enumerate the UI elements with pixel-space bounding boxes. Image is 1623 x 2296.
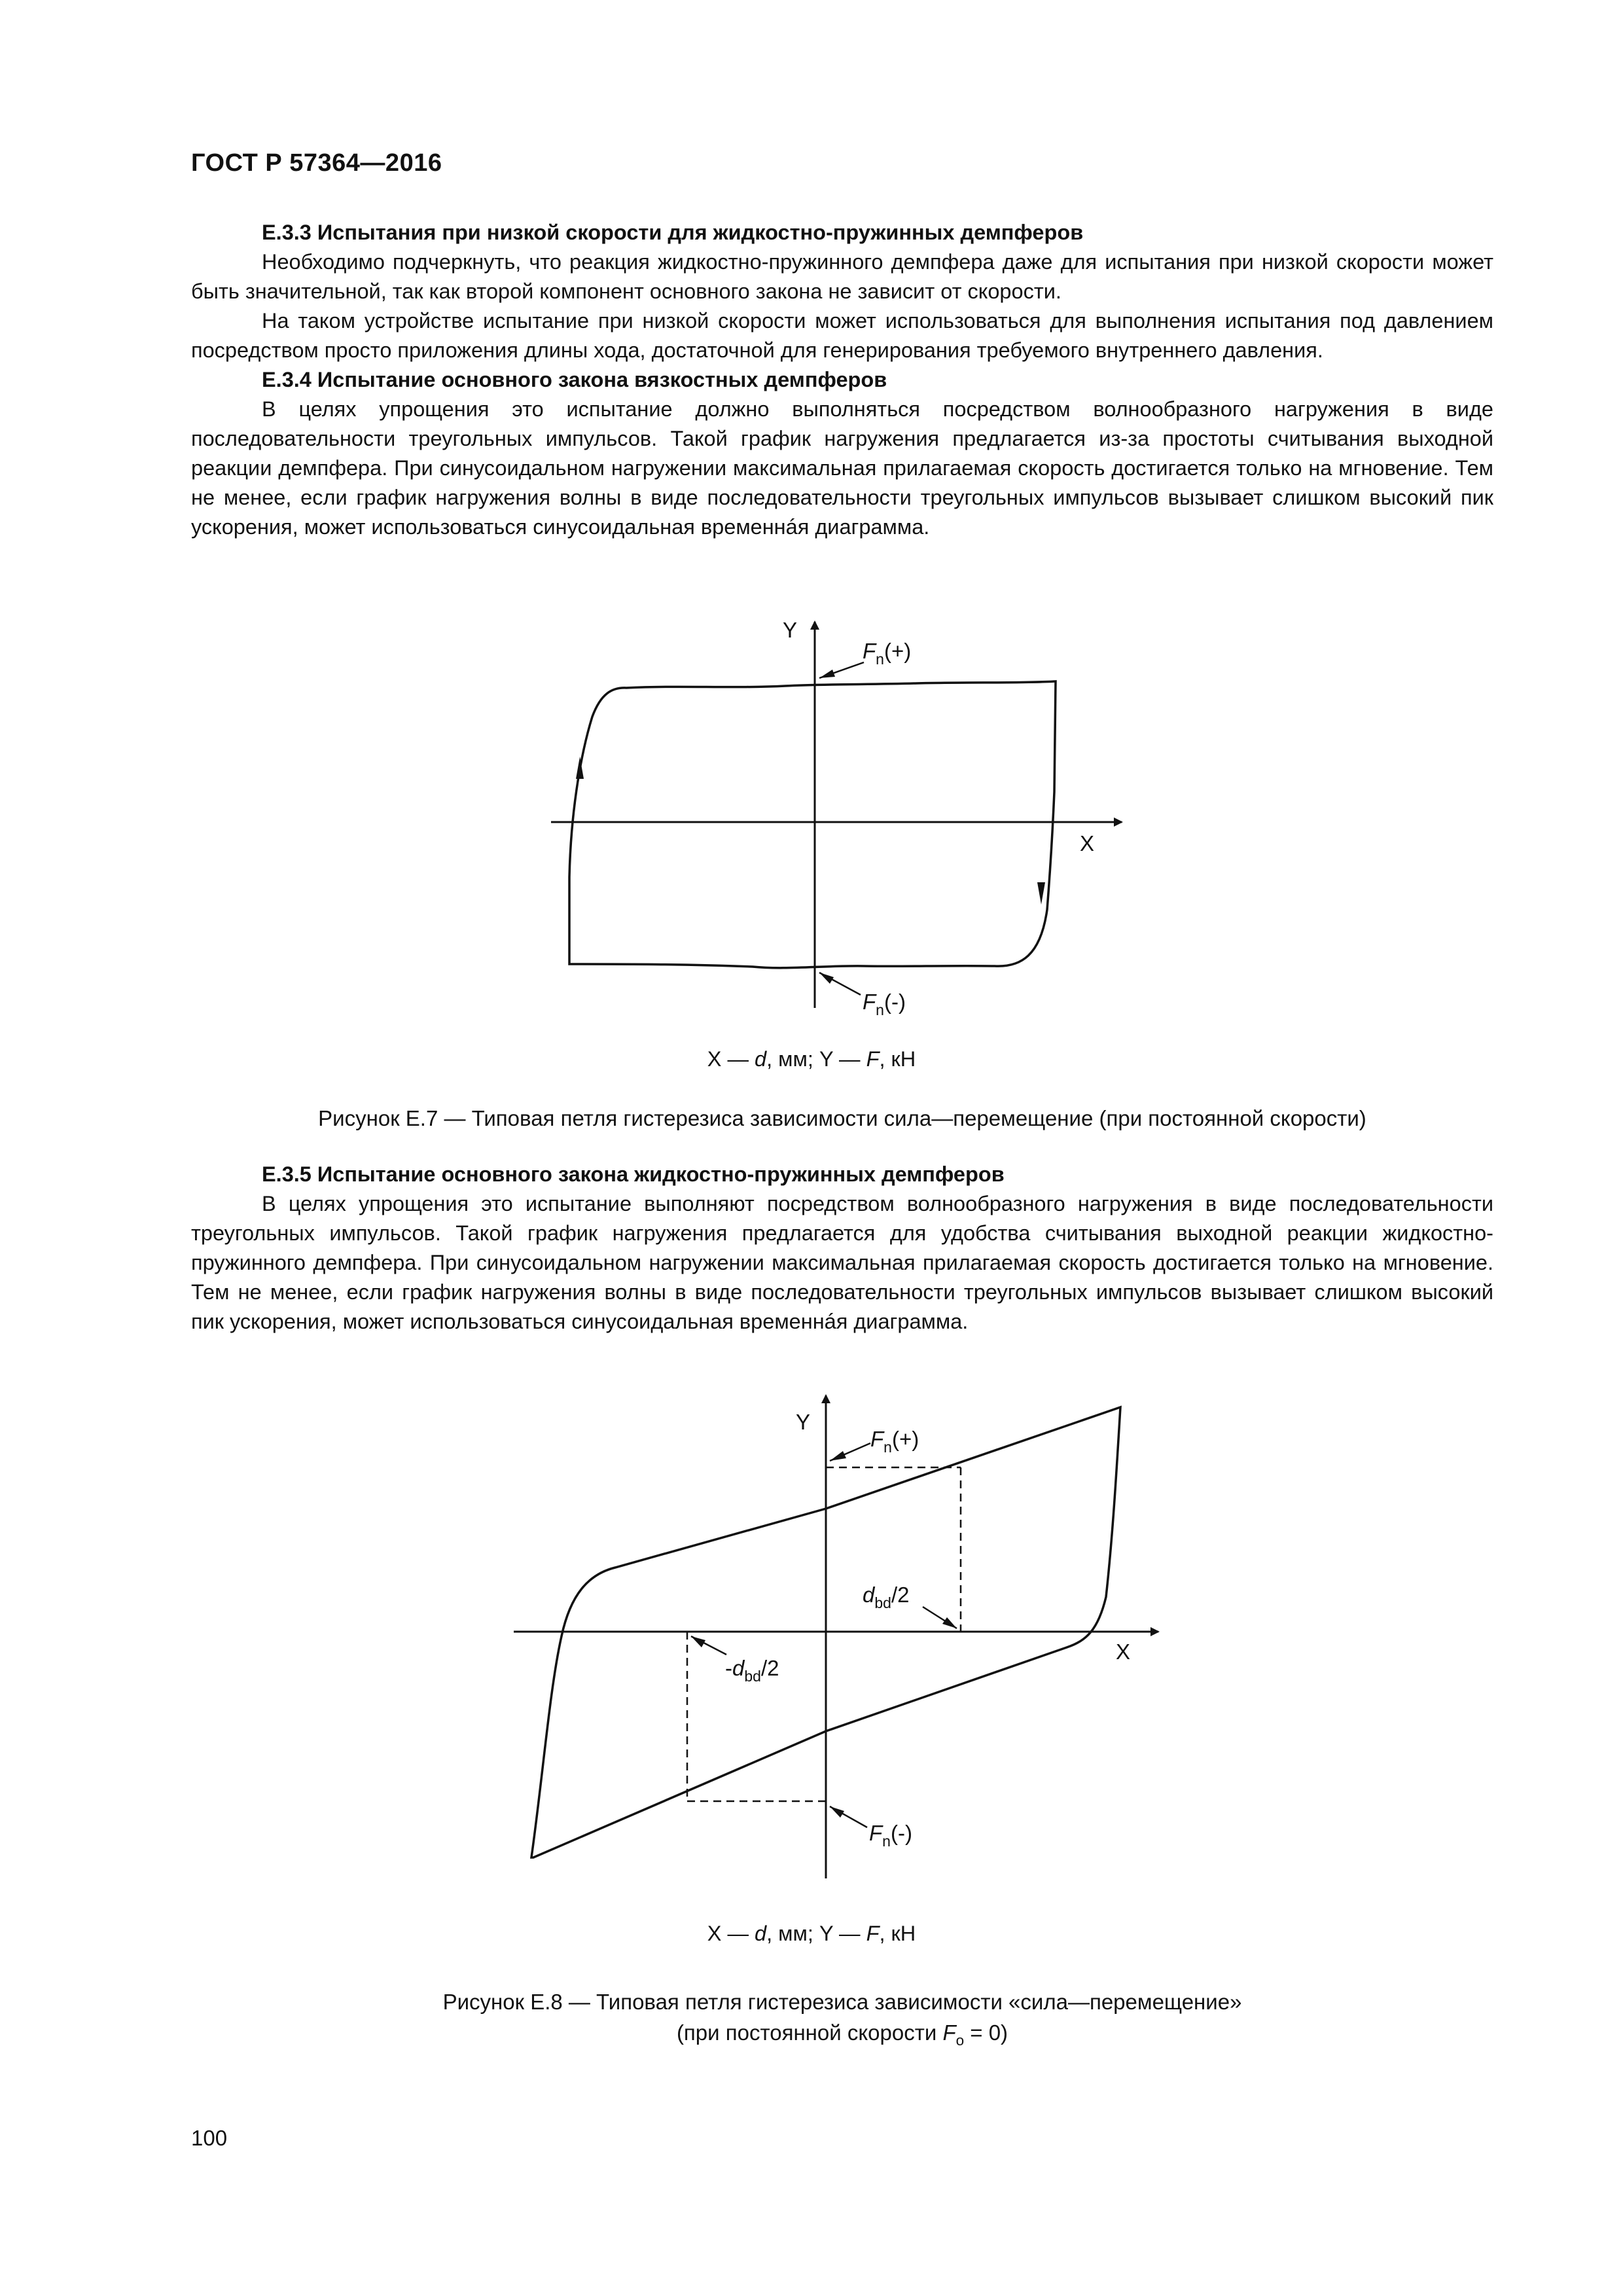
section-heading-e33: Е.3.3 Испытания при низкой скорости для жидкостно-пружинных демпферов <box>262 221 1084 244</box>
e7-fn-plus-symbol: F <box>863 639 876 663</box>
e8-legend-y-unit: , кН <box>879 1922 916 1945</box>
e7-y-axis-label: Y <box>783 618 798 642</box>
e8-fn-plus-subscript: n <box>883 1439 892 1456</box>
section-heading-e35: Е.3.5 Испытание основного закона жидкостно-пружинных демпферов <box>262 1162 1005 1186</box>
e8-fn-minus-sign: (-) <box>890 1821 912 1845</box>
e8-caption-line2-prefix: (при постоянной скорости <box>676 2020 943 2045</box>
e7-fn-minus-arrowhead <box>819 973 834 984</box>
e8-dbd-neg-symbol: d <box>732 1656 745 1680</box>
e7-x-axis-label: X <box>1080 831 1095 855</box>
e7-fn-plus-sign: (+) <box>883 639 912 663</box>
e8-fn-plus-label <box>870 1427 919 1456</box>
e8-fn-minus-label <box>869 1821 912 1850</box>
e7-fn-plus-label <box>863 639 911 668</box>
e7-legend-y-unit: , кН <box>879 1047 916 1071</box>
page-number: 100 <box>191 2126 228 2150</box>
paragraph-e33-1: Необходимо подчеркнуть, что реакция жидкостно-пружинного демпфера даже для испытания при низкой скорости может быть значительной, так как второй компонент основного закона не зависит от скорости. <box>191 250 1493 303</box>
e8-caption-line2 <box>191 2017 1493 2056</box>
e8-legend-y-part: Y — <box>819 1922 866 1945</box>
e8-caption-line1: Рисунок Е.8 — Типовая петля гистерезиса зависимости «сила—перемещение» <box>442 1990 1242 2014</box>
e8-dbd-neg-subscript: bd <box>744 1668 761 1685</box>
e8-caption-line2-subscript: o <box>955 2032 965 2049</box>
e8-legend-x-var: d <box>755 1922 767 1945</box>
e7-fn-minus-sign: (-) <box>883 990 906 1014</box>
e8-fn-plus-symbol: F <box>870 1427 884 1451</box>
e7-fn-plus-subscript: n <box>876 651 884 668</box>
e7-hysteresis-loop <box>569 681 1056 968</box>
e8-dbd-neg-prefix: - <box>725 1656 732 1680</box>
e8-dbd-pos-symbol: d <box>863 1583 875 1607</box>
figure-e7-legend <box>0 1047 1623 1071</box>
e8-legend-x-unit: , мм; <box>766 1922 819 1945</box>
e8-legend-y-var: F <box>866 1922 880 1945</box>
document-header: ГОСТ Р 57364—2016 <box>191 149 442 177</box>
e8-y-axis-label: Y <box>796 1410 811 1434</box>
e8-dbd-pos-arrowhead <box>942 1617 957 1628</box>
e7-legend-x-unit: , мм; <box>766 1047 819 1071</box>
figure-e7-caption: Рисунок Е.7 — Типовая петля гистерезиса зависимости сила—перемещение (при постоянной скорости) <box>318 1106 1366 1130</box>
e8-fn-plus-arrowhead <box>830 1451 846 1461</box>
e8-fn-minus-arrowhead <box>830 1806 844 1818</box>
e7-legend-x-var: d <box>755 1047 767 1071</box>
e7-legend-x-part: X — <box>707 1047 755 1071</box>
figure-e8-caption <box>191 1986 1493 2056</box>
e7-down-arrow <box>1037 882 1045 905</box>
e8-dbd-neg-label <box>725 1656 779 1685</box>
e7-fn-minus-label <box>863 990 906 1018</box>
section-heading-e34: Е.3.4 Испытание основного закона вязкостных демпферов <box>262 368 887 391</box>
e8-caption-line2-suffix: = 0) <box>964 2020 1008 2045</box>
e7-legend-y-part: Y — <box>819 1047 866 1071</box>
e8-dbd-neg-suffix: /2 <box>760 1656 779 1680</box>
e8-dbd-pos-label <box>863 1583 909 1611</box>
e7-fn-minus-subscript: n <box>876 1001 884 1018</box>
figure-e7-diagram <box>0 602 1623 1021</box>
paragraph-e35-1: В целях упрощения это испытание выполняют посредством волнообразного нагружения в виде последовательности треугольных импульсов. Такой график нагружения предлагается для удобства считывания выходной реакции жидкостно-пружинного демпфера. При синусоидальном нагружении максимальная прилагаемая скорость достигается только на мгновение. Тем не менее, если график нагружения волны в виде последовательности треугольных импульсов вызывает слишком высокий пик ускорения, может использоваться синусоидальная временнáя диаграмма. <box>191 1192 1493 1333</box>
e8-fn-plus-sign: (+) <box>891 1427 919 1451</box>
e7-legend-y-var: F <box>866 1047 880 1071</box>
text-block-e35 <box>191 1160 1493 1336</box>
e8-dbd-pos-suffix: /2 <box>891 1583 910 1607</box>
text-block-e33-e34 <box>191 218 1493 542</box>
e7-fn-plus-arrowhead <box>819 670 835 678</box>
e7-fn-minus-symbol: F <box>863 990 876 1014</box>
e8-caption-line2-symbol: F <box>942 2020 956 2045</box>
e8-legend-x-part: X — <box>707 1922 755 1945</box>
figure-e8-diagram <box>0 1381 1623 1892</box>
figure-e8-legend <box>0 1922 1623 1946</box>
e8-dbd-pos-subscript: bd <box>874 1594 891 1611</box>
e8-fn-minus-symbol: F <box>869 1821 883 1845</box>
e8-dbd-neg-arrowhead <box>691 1636 705 1647</box>
paragraph-e34-1: В целях упрощения это испытание должно выполняться посредством волнообразного нагружения в виде последовательности треугольных импульсов. Такой график нагружения предлагается из-за простоты считывания выходной реакции демпфера. При синусоидальном нагружении максимальная прилагаемая скорость достигается только на мгновение. Тем не менее, если график нагружения волны в виде последовательности треугольных импульсов вызывает слишком высокий пик ускорения, может использоваться синусоидальная временнáя диаграмма. <box>191 397 1493 539</box>
e8-x-axis-label: X <box>1116 1640 1131 1664</box>
paragraph-e33-2: На таком устройстве испытание при низкой скорости может использоваться для выполнения испытания под давлением посредством просто приложения длины хода, достаточной для генерирования требуемого внутреннего давления. <box>191 309 1493 362</box>
e8-fn-minus-subscript: n <box>882 1833 891 1850</box>
